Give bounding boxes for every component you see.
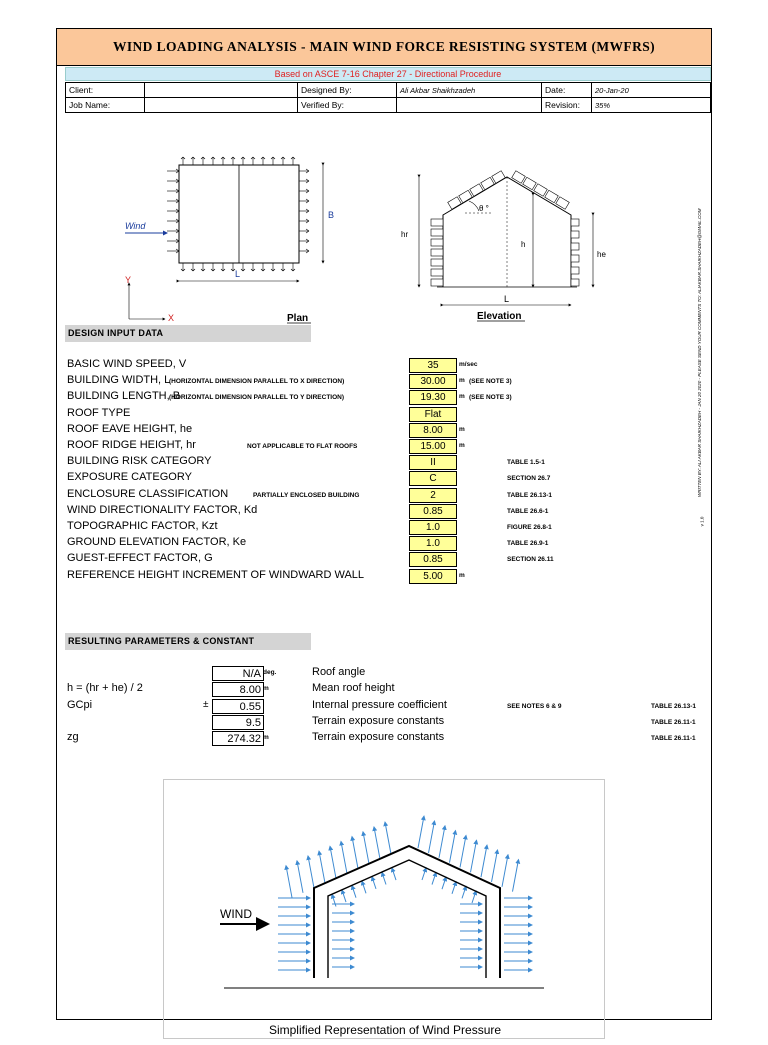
elevation-h-label: h (521, 240, 526, 249)
wind-pressure-arrow (492, 850, 498, 882)
input-value[interactable]: II (409, 455, 457, 470)
result-reference: TABLE 26.13-1 (651, 702, 697, 710)
input-reference: TABLE 26.9-1 (507, 540, 549, 548)
design-input-heading: DESIGN INPUT DATA (65, 325, 311, 342)
elevation-caption: Elevation (477, 311, 522, 322)
wind-pressure-arrow (452, 882, 456, 894)
input-value[interactable]: 1.0 (409, 520, 457, 535)
pressure-block (571, 219, 579, 226)
result-value: 274.32 (212, 731, 264, 746)
input-note: PARTIALLY ENCLOSED BUILDING (253, 491, 360, 499)
pressure-block (492, 171, 506, 184)
input-unit: m (459, 393, 465, 401)
results-heading: RESULTING PARAMETERS & CONSTANT (65, 633, 311, 650)
pressure-arrow (306, 189, 309, 191)
revision-value[interactable]: 35% (592, 98, 711, 113)
result-value: N/A (212, 666, 264, 681)
pressure-arrow (306, 251, 309, 253)
client-label: Client: (66, 83, 145, 98)
input-reference: TABLE 26.6-1 (507, 507, 549, 515)
input-unit: m (459, 425, 465, 433)
pressure-arrow (306, 179, 309, 181)
input-reference: (SEE NOTE 3) (469, 394, 512, 402)
result-description: Internal pressure coefficient (312, 698, 447, 711)
result-symbol: GCpi (67, 698, 93, 711)
pressure-arrow (243, 157, 245, 159)
input-label: ROOF TYPE (67, 406, 131, 419)
pressure-arrow (193, 157, 195, 159)
input-reference: SECTION 26.7 (507, 475, 551, 483)
job-name-label: Job Name: (66, 98, 145, 113)
wind-pressure-arrow (513, 860, 519, 892)
pressure-arrow (306, 191, 309, 193)
wind-pressure-drawing (164, 780, 606, 1040)
result-symbol: h = (hr + he) / 2 (67, 682, 143, 695)
input-note: (HORIZONTAL DIMENSION PARALLEL TO X DIRECTION) (169, 378, 345, 386)
input-label: BUILDING LENGTH, B (67, 390, 181, 403)
input-value[interactable]: 1.0 (409, 536, 457, 551)
pressure-block (459, 190, 473, 203)
pressure-arrow (213, 157, 215, 159)
wind-pressure-arrow (422, 868, 426, 880)
plan-diagram (125, 145, 355, 324)
input-label: EXPOSURE CATEGORY (67, 471, 192, 484)
input-unit: m/sec (459, 361, 478, 368)
wind-pressure-arrow (481, 845, 487, 877)
input-reference: SECTION 26.11 (507, 556, 554, 564)
result-description: Mean roof height (312, 682, 395, 695)
pressure-arrow (181, 157, 183, 159)
wind-pressure-arrow (330, 846, 336, 878)
date-value[interactable]: 20-Jan-20 (592, 83, 711, 98)
input-label: WIND DIRECTIONALITY FACTOR, Kd (67, 503, 258, 516)
input-label: ROOF RIDGE HEIGHT, hr (67, 439, 196, 451)
input-value[interactable]: 15.00 (409, 439, 457, 454)
input-label: BASIC WIND SPEED, V (67, 358, 187, 370)
wind-pressure-arrow (372, 877, 376, 889)
pressure-block (571, 279, 579, 286)
result-reference: TABLE 26.11-1 (651, 735, 696, 743)
result-value: 9.5 (212, 715, 264, 730)
client-value[interactable] (145, 83, 298, 98)
pressure-arrow (181, 269, 183, 271)
result-symbol: zg (67, 731, 79, 744)
wind-pressure-arrow (418, 816, 424, 848)
job-name-value[interactable] (145, 98, 298, 113)
input-label: TOPOGRAPHIC FACTOR, Kzt (67, 520, 218, 532)
input-label: REFERENCE HEIGHT INCREMENT OF WINDWARD WALL (67, 568, 365, 581)
result-reference: TABLE 26.11-1 (651, 718, 696, 726)
pressure-arrow (193, 269, 195, 271)
wind-pressure-arrow (308, 856, 314, 888)
pressure-arrow (306, 231, 309, 233)
input-unit: m (459, 571, 465, 579)
version-label: v 1.0 (699, 516, 705, 527)
wind-pressure-arrow (352, 886, 356, 898)
result-description: Terrain exposure constants (312, 714, 445, 727)
wind-pressure-arrow (385, 822, 391, 854)
wind-figure-caption: Simplified Representation of Wind Pressure (268, 1023, 502, 1037)
wind-pressure-arrow (341, 841, 347, 873)
pressure-block (571, 231, 579, 238)
pressure-block (481, 177, 495, 190)
input-value[interactable]: C (409, 471, 457, 486)
result-unit: deg. (263, 669, 277, 676)
pressure-arrow (203, 157, 205, 159)
wind-pressure-arrow (297, 861, 303, 893)
elevation-hr-label: hr (401, 230, 409, 239)
worksheet-frame (56, 28, 712, 1037)
pressure-arrow (183, 157, 185, 159)
designed-by-label: Designed By: (298, 83, 397, 98)
wind-pressure-arrow (319, 851, 325, 883)
pressure-arrow (306, 199, 309, 201)
revision-label: Revision: (542, 98, 592, 113)
plan-wind-label: Wind (125, 221, 146, 231)
input-value[interactable]: 35 (409, 358, 457, 373)
pressure-block (571, 255, 579, 262)
input-label: BUILDING WIDTH, L (67, 374, 171, 387)
wind-pressure-arrow (429, 821, 435, 853)
input-value[interactable]: Flat (409, 407, 457, 422)
plus-minus-sign: ± (203, 698, 209, 710)
pressure-block (448, 197, 462, 210)
wind-pressure-arrow (392, 868, 396, 880)
wind-pressure-arrow (352, 837, 358, 869)
wind-pressure-arrow (439, 826, 445, 858)
elevation-diagram (397, 139, 617, 329)
date-label: Date: (542, 83, 592, 98)
pressure-arrow (306, 211, 309, 213)
pressure-arrow (306, 241, 309, 243)
pressure-arrow (306, 221, 309, 223)
pressure-block (431, 259, 443, 266)
pressure-block (431, 229, 443, 236)
input-value[interactable]: 0.85 (409, 504, 457, 519)
wind-pressure-figure (163, 779, 605, 1039)
wind-pressure-arrow (472, 891, 476, 903)
pressure-block (470, 184, 484, 197)
pressure-block (571, 243, 579, 250)
input-unit: m (459, 442, 465, 449)
result-unit: m (263, 734, 269, 742)
author-side-note-text: WRITTEN BY: ALI AKBAR SHAIKHZADEH - JAN 20 2020 - PLEASE SEND YOUR COMMENTS TO: ALIAKBAR.SHAIKHZADEH@GMAIL.COM (697, 208, 702, 497)
pressure-block (431, 249, 443, 256)
input-note: (HORIZONTAL DIMENSION PARALLEL TO Y DIRECTION) (169, 394, 345, 402)
input-label: GUEST-EFFECT FACTOR, G (67, 552, 213, 565)
input-value[interactable]: 19.30 (409, 390, 457, 405)
elevation-he-label: he (597, 250, 606, 259)
input-label: BUILDING RISK CATEGORY (67, 455, 212, 468)
verified-by-label: Verified By: (298, 98, 397, 113)
pressure-arrow (183, 269, 185, 271)
result-description: Roof angle (312, 666, 366, 678)
input-label: GROUND ELEVATION FACTOR, Ke (67, 536, 247, 549)
plan-caption: Plan (287, 313, 309, 324)
input-note: NOT APPLICABLE TO FLAT ROOFS (247, 443, 358, 450)
pressure-block (431, 239, 443, 246)
plan-y-axis-label: Y (125, 275, 132, 285)
verified-by-value[interactable] (397, 98, 542, 113)
author-side-note (697, 137, 705, 497)
pressure-block (431, 269, 443, 276)
input-value[interactable]: 0.85 (409, 552, 457, 567)
input-value[interactable]: 30.00 (409, 374, 457, 389)
wind-pressure-arrow (363, 832, 369, 864)
pressure-arrow (306, 201, 309, 203)
wind-pressure-arrow (502, 855, 508, 887)
wind-pressure-arrow (460, 835, 466, 867)
pressure-arrow (223, 157, 225, 159)
wind-pressure-arrow (442, 877, 446, 889)
plan-x-axis-label: X (168, 313, 175, 323)
input-label: ENCLOSURE CLASSIFICATION (67, 487, 229, 500)
wind-pressure-arrow (471, 840, 477, 872)
input-value[interactable]: 8.00 (409, 423, 457, 438)
designed-by-value[interactable]: Ali Akbar Shaikhzadeh (397, 83, 542, 98)
worksheet-title: WIND LOADING ANALYSIS - MAIN WIND FORCE RESISTING SYSTEM (MWFRS) (57, 29, 711, 66)
plan-b-label: B (328, 210, 335, 220)
wind-pressure-arrow (286, 866, 292, 898)
wind-pressure-arrow (462, 886, 466, 898)
wind-pressure-arrow (432, 873, 436, 885)
pressure-block (571, 267, 579, 274)
pressure-arrow (233, 157, 235, 159)
input-value[interactable]: 2 (409, 488, 457, 503)
result-value: 0.55 (212, 699, 264, 714)
pressure-arrow (306, 169, 309, 171)
wind-pressure-arrow (332, 894, 336, 906)
input-reference: FIGURE 26.8-1 (507, 524, 552, 531)
result-description: Terrain exposure constants (312, 731, 445, 744)
pressure-arrow (203, 269, 205, 271)
input-reference: TABLE 1.5-1 (507, 459, 545, 467)
pressure-block (431, 279, 443, 286)
input-reference: TABLE 26.13-1 (507, 491, 553, 499)
result-value: 8.00 (212, 682, 264, 697)
worksheet-subtitle: Based on ASCE 7-16 Chapter 27 - Directional Procedure (65, 67, 711, 81)
wind-pressure-arrow (450, 831, 456, 863)
wind-pressure-arrow (342, 890, 346, 902)
pressure-arrow (306, 181, 309, 183)
pressure-arrow (306, 171, 309, 173)
pressure-arrow (213, 269, 215, 271)
pressure-arrow (223, 269, 225, 271)
pressure-arrow (243, 269, 245, 271)
wind-pressure-arrow (382, 872, 386, 884)
wind-label: WIND (220, 907, 252, 921)
input-reference: (SEE NOTE 3) (469, 378, 512, 386)
input-label: ROOF EAVE HEIGHT, he (67, 422, 193, 435)
pressure-block (431, 219, 443, 226)
input-unit: m (459, 377, 465, 385)
result-unit: m (263, 685, 269, 693)
input-value[interactable]: 5.00 (409, 569, 457, 584)
wind-pressure-arrow (362, 881, 366, 893)
result-note: SEE NOTES 6 & 9 (507, 702, 562, 710)
wind-pressure-arrow (374, 827, 380, 859)
plan-l-label: L (235, 269, 241, 279)
elevation-l-label: L (504, 294, 510, 304)
project-info-table (65, 82, 711, 113)
elevation-theta-label: θ ° (479, 204, 489, 213)
